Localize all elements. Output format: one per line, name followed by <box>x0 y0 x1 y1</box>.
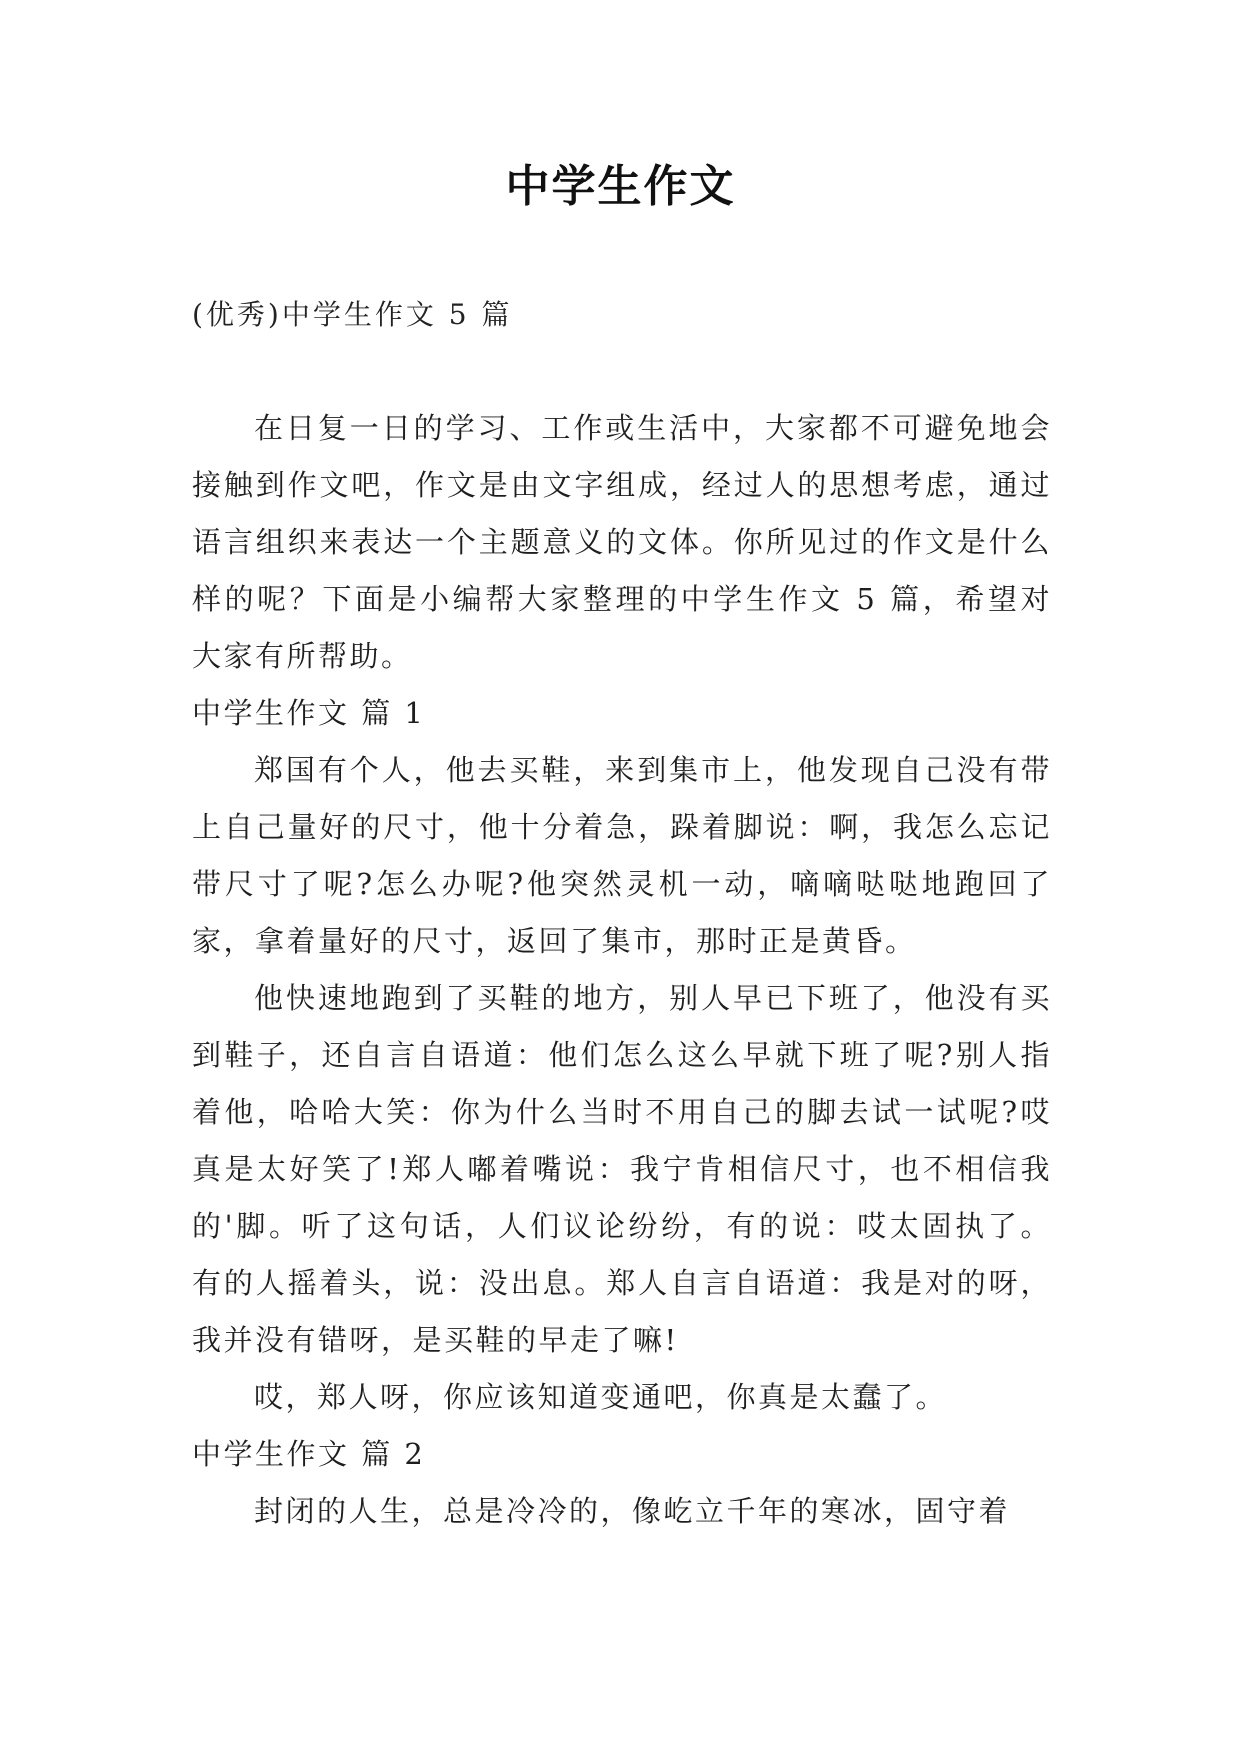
section-1-paragraph-1: 郑国有个人，他去买鞋，来到集市上，他发现自己没有带上自己量好的尺寸，他十分着急，跺着脚说：啊，我怎么忘记带尺寸了呢?怎么办呢?他突然灵机一动，嘀嘀哒哒地跑回了家，拿着量好的尺寸，返回了集市，那时正是黄昏。 <box>192 753 1052 958</box>
intro-paragraph: 在日复一日的学习、工作或生活中，大家都不可避免地会接触到作文吧，作文是由文字组成，经过人的思想考虑，通过语言组织来表达一个主题意义的文体。你所见过的作文是什么样的呢？下面是小编帮大家整理的中学生作文 5 篇，希望对大家有所帮助。 <box>192 411 1052 673</box>
section-2-paragraph-1: 封闭的人生，总是冷冷的，像屹立千年的寒冰，固守着 <box>254 1494 1011 1528</box>
document-subtitle: (优秀)中学生作文 5 篇 <box>192 298 513 331</box>
document-title: 中学生作文 <box>505 161 736 212</box>
document-body <box>192 400 1052 1540</box>
section-1-paragraph-3: 哎，郑人呀，你应该知道变通吧，你真是太蠢了。 <box>254 1380 948 1414</box>
section-heading-1: 中学生作文 篇 1 <box>192 696 426 730</box>
section-1-paragraph-2: 他快速地跑到了买鞋的地方，别人早已下班了，他没有买到鞋子，还自言自语道：他们怎么这么早就下班了呢?别人指着他，哈哈大笑：你为什么当时不用自己的脚去试一试呢?哎真是太好笑了!郑人嘟着嘴说：我宁肯相信尺寸，也不相信我的'脚。听了这句话，人们议论纷纷，有的说：哎太固执了。有的人摇着头，说：没出息。郑人自言自语道：我是对的呀，我并没有错呀，是买鞋的早走了嘛! <box>192 981 1052 1357</box>
section-heading-2: 中学生作文 篇 2 <box>192 1437 426 1471</box>
